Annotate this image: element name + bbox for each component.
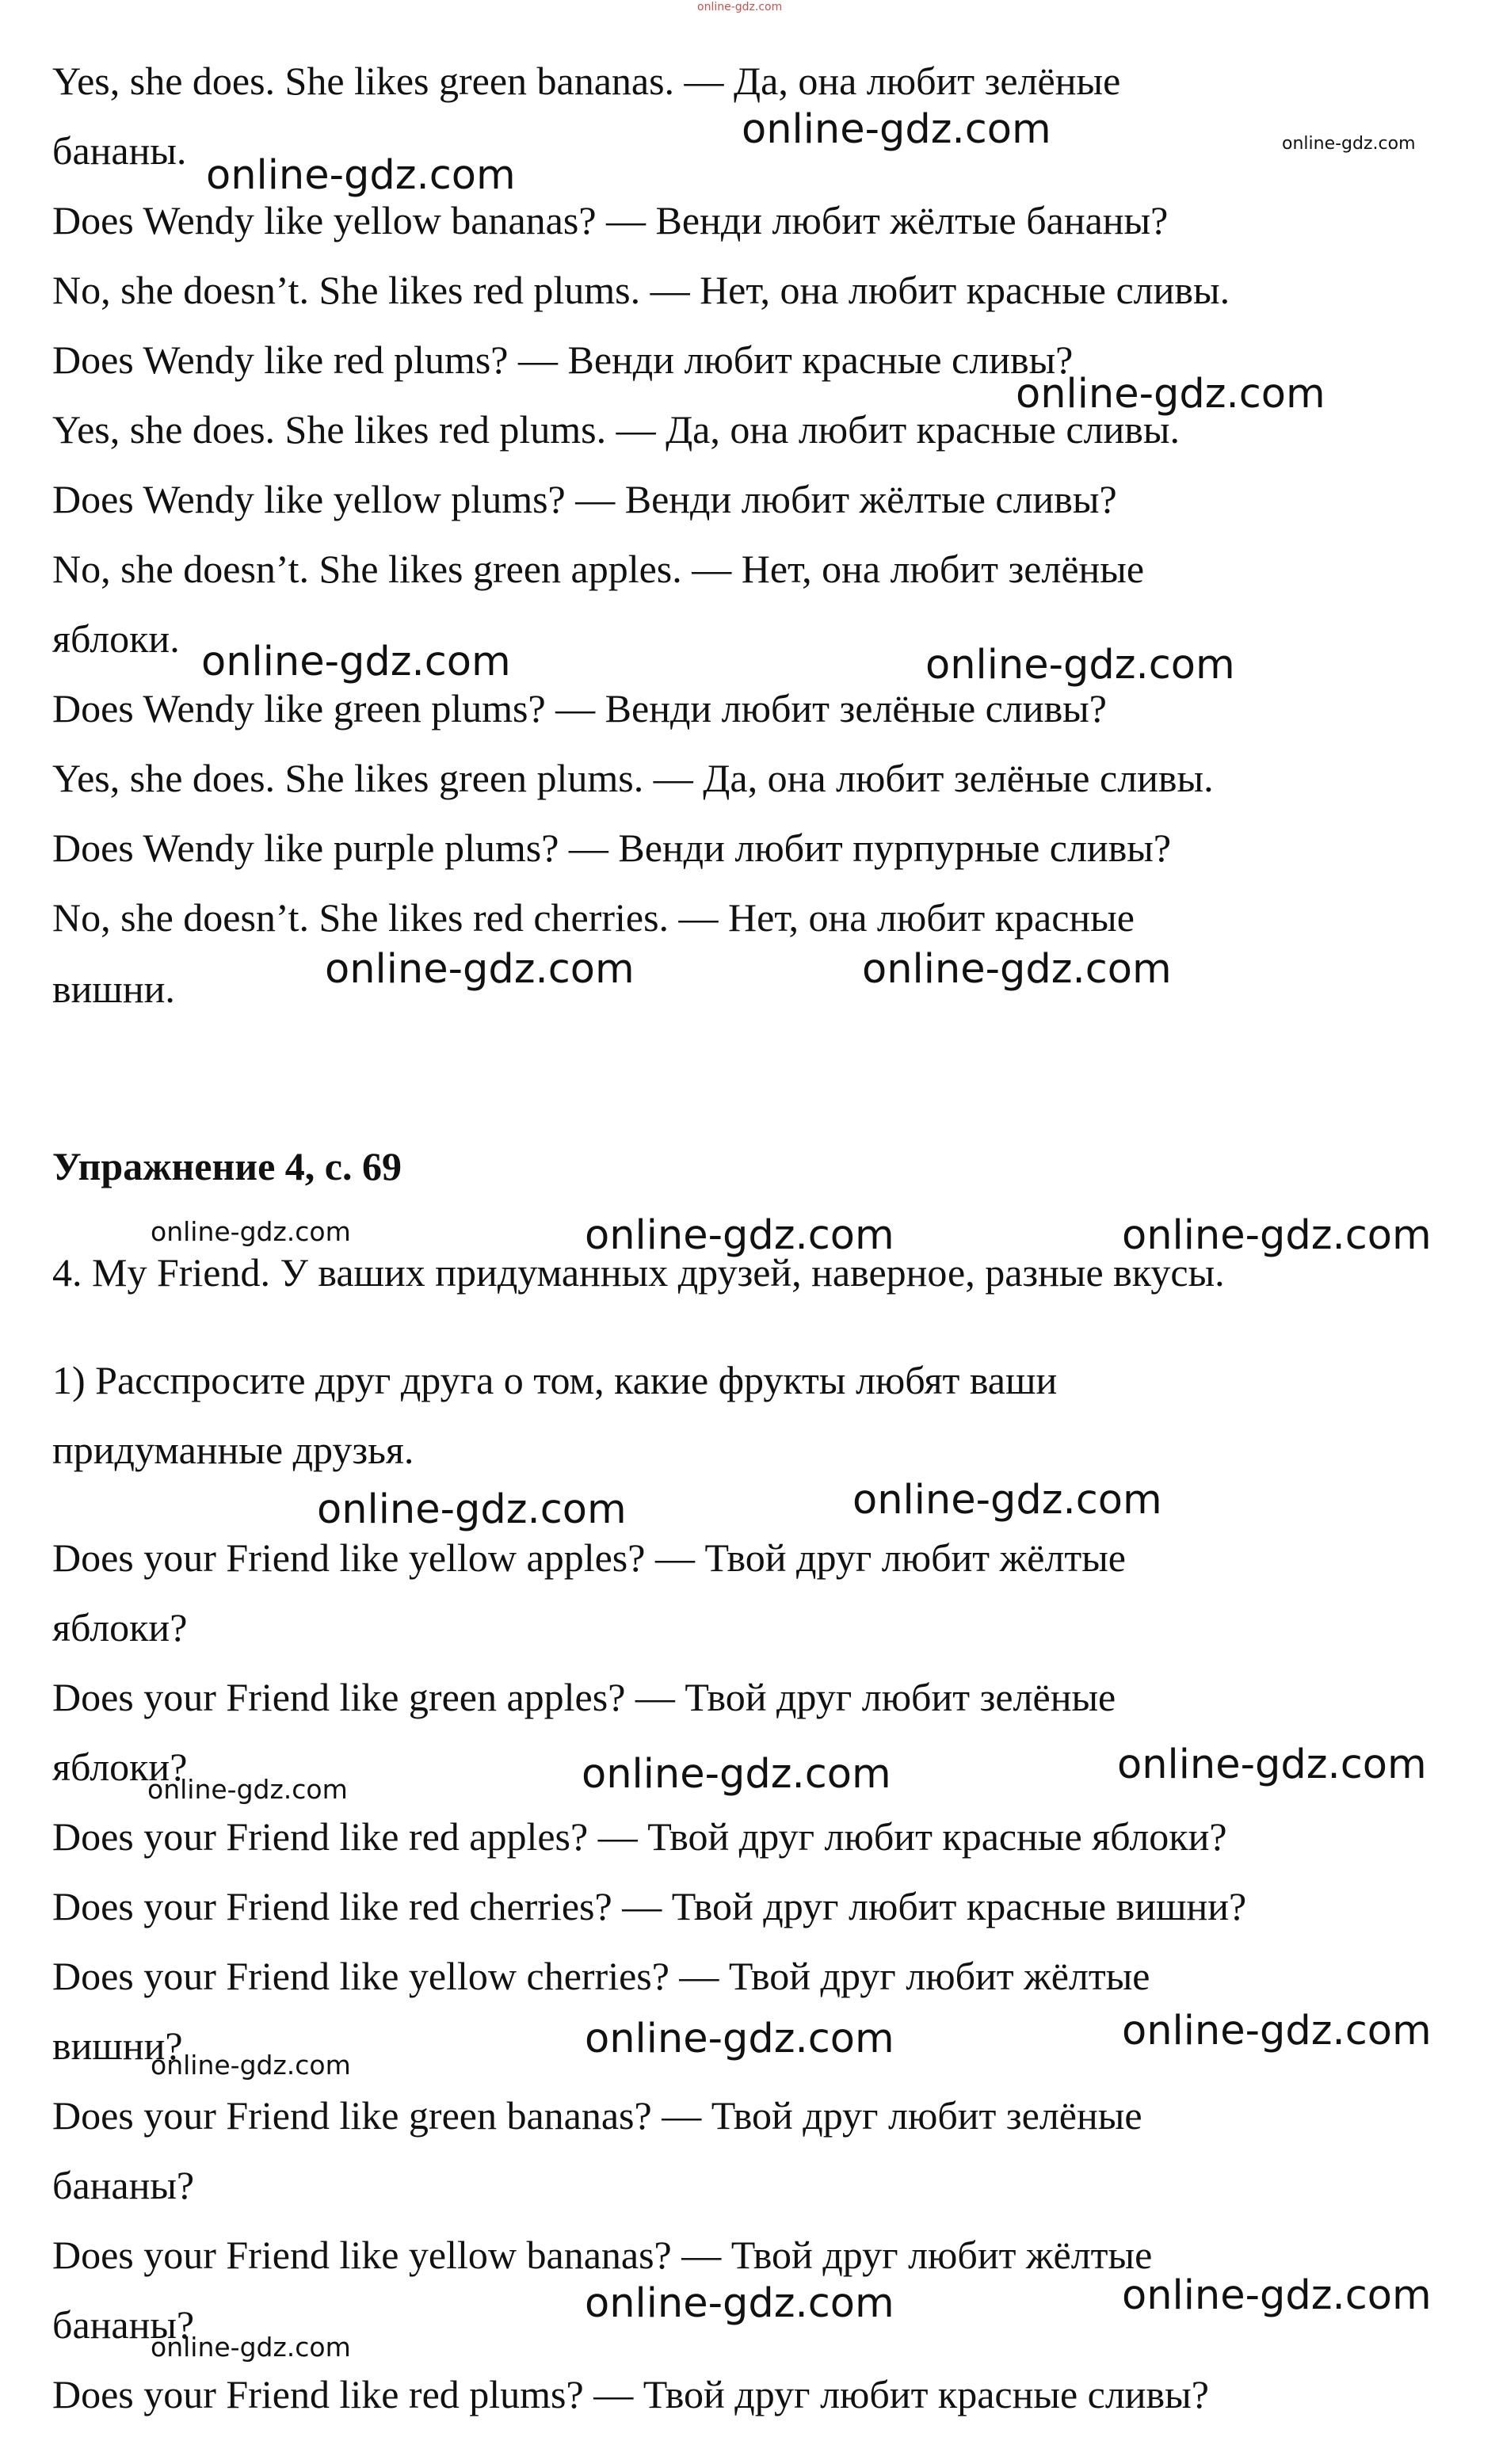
- text-line: Yes, she does. She likes green plums. — Да, она любит зелёные сливы.: [52, 756, 1214, 800]
- watermark: online-gdz.com: [147, 1774, 348, 1805]
- watermark: online-gdz.com: [742, 106, 1051, 153]
- exercise-subtask: придуманные друзья.: [52, 1428, 414, 1472]
- watermark: online-gdz.com: [1122, 1212, 1432, 1259]
- watermark: online-gdz.com: [585, 2016, 894, 2062]
- text-line: Yes, she does. She likes green bananas. — Да, она любит зелёные: [52, 59, 1121, 103]
- watermark: online-gdz.com: [1282, 134, 1416, 154]
- exercise-subtask: 1) Расспросите друг друга о том, какие фрукты любят ваши: [52, 1358, 1058, 1402]
- watermark: online-gdz.com: [151, 1216, 351, 1247]
- text-line: Does your Friend like red cherries? — Твой друг любит красные вишни?: [52, 1884, 1247, 1928]
- text-line: бананы?: [52, 2302, 195, 2347]
- text-line: No, she doesn’t. She likes red cherries. — Нет, она любит красные: [52, 895, 1135, 940]
- text-line: No, she doesn’t. She likes red plums. — Нет, она любит красные сливы.: [52, 268, 1230, 312]
- text-line: Does Wendy like purple plums? — Венди любит пурпурные сливы?: [52, 826, 1172, 870]
- text-line: No, she doesn’t. She likes green apples. — Нет, она любит зелёные: [52, 547, 1145, 591]
- watermark: online-gdz.com: [925, 642, 1235, 688]
- text-line: вишни.: [52, 967, 175, 1011]
- watermark: online-gdz.com: [151, 2050, 351, 2081]
- text-line: Does Wendy like yellow plums? — Венди любит жёлтые сливы?: [52, 477, 1117, 521]
- watermark: online-gdz.com: [1122, 2272, 1432, 2319]
- text-line: Does Wendy like yellow bananas? — Венди любит жёлтые бананы?: [52, 198, 1169, 242]
- watermark: online-gdz.com: [317, 1486, 627, 1533]
- text-line: Does your Friend like yellow bananas? — Твой друг любит жёлтые: [52, 2233, 1153, 2277]
- text-line: Yes, she does. She likes red plums. — Да, она любит красные сливы.: [52, 407, 1180, 452]
- watermark: online-gdz.com: [852, 1477, 1162, 1524]
- watermark: online-gdz.com: [1016, 371, 1325, 418]
- text-line: Does your Friend like yellow apples? — Твой друг любит жёлтые: [52, 1535, 1126, 1580]
- watermark: online-gdz.com: [862, 946, 1172, 993]
- watermark: online-gdz.com: [582, 1751, 891, 1798]
- watermark: online-gdz.com: [585, 1212, 894, 1259]
- watermark-top: online-gdz.com: [697, 1, 783, 13]
- text-line: бананы?: [52, 2163, 195, 2207]
- text-line: Does your Friend like green bananas? — Твой друг любит зелёные: [52, 2093, 1142, 2138]
- text-line: Does Wendy like green plums? — Венди любит зелёные сливы?: [52, 686, 1107, 730]
- watermark: online-gdz.com: [1117, 1741, 1427, 1788]
- exercise-heading: Упражнение 4, с. 69: [52, 1144, 402, 1188]
- exercise-task: 4. My Friend. У ваших придуманных друзей, наверное, разные вкусы.: [52, 1250, 1225, 1295]
- watermark: online-gdz.com: [151, 2332, 351, 2363]
- text-line: яблоки.: [52, 616, 180, 661]
- text-line: Does your Friend like yellow cherries? — Твой друг любит жёлтые: [52, 1954, 1150, 1998]
- text-line: вишни?: [52, 2023, 183, 2068]
- text-line: яблоки?: [52, 1745, 188, 1789]
- watermark: online-gdz.com: [206, 152, 516, 199]
- text-line: Does your Friend like red apples? — Твой друг любит красные яблоки?: [52, 1814, 1227, 1859]
- watermark: online-gdz.com: [1122, 2008, 1432, 2054]
- text-line: яблоки?: [52, 1605, 188, 1650]
- text-line: Does your Friend like red plums? — Твой друг любит красные сливы?: [52, 2372, 1209, 2416]
- text-line: Does your Friend like green apples? — Твой друг любит зелёные: [52, 1675, 1116, 1719]
- text-line: Does Wendy like red plums? — Венди любит красные сливы?: [52, 338, 1074, 382]
- watermark: online-gdz.com: [201, 639, 511, 685]
- watermark: online-gdz.com: [325, 946, 635, 993]
- watermark: online-gdz.com: [585, 2280, 894, 2327]
- text-line: бананы.: [52, 128, 187, 173]
